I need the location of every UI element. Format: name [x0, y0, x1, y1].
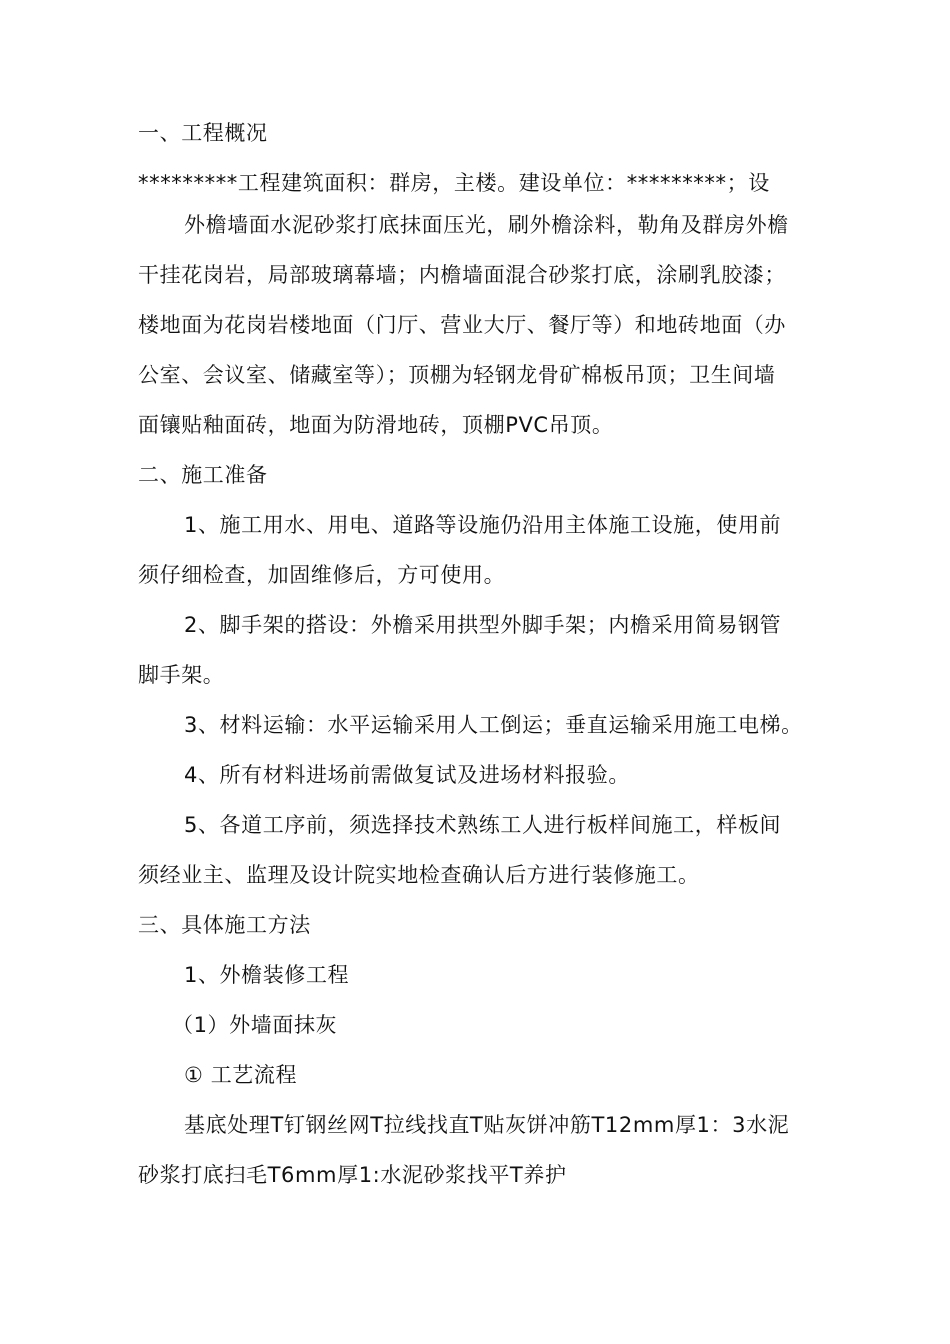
- prep-item-3: 3、材料运输：水平运输采用人工倒运；垂直运输采用施工电梯。: [184, 713, 803, 737]
- prep-item-1-cont: 须仔细检查，加固维修后，方可使用。: [138, 563, 506, 587]
- section-heading-overview: 一、工程概况: [138, 121, 268, 145]
- overview-line: 面镶贴釉面砖，地面为防滑地砖，顶棚PVC吊顶。: [138, 413, 614, 437]
- process-flow: 基底处理T钉钢丝网T拉线找直T贴灰饼冲筋T12mm厚1：3水泥: [184, 1113, 790, 1137]
- overview-line: 公室、会议室、储藏室等）；顶棚为轻钢龙骨矿棉板吊顶；卫生间墙: [138, 363, 776, 387]
- prep-item-2: 2、脚手架的搭设：外檐采用拱型外脚手架；内檐采用简易钢管: [184, 613, 782, 637]
- section-heading-methods: 三、具体施工方法: [138, 913, 311, 937]
- method-sub-heading: 1、外檐装修工程: [184, 963, 350, 987]
- prep-item-2-cont: 脚手架。: [138, 663, 225, 687]
- section-heading-preparation: 二、施工准备: [138, 463, 268, 487]
- prep-item-5-cont: 须经业主、监理及设计院实地检查确认后方进行装修施工。: [138, 863, 700, 887]
- method-sub-sub-heading: （1）外墙面抹灰: [172, 1013, 338, 1037]
- prep-item-1: 1、施工用水、用电、道路等设施仍沿用主体施工设施，使用前: [184, 513, 782, 537]
- overview-line: 外檐墙面水泥砂浆打底抹面压光，刷外檐涂料，勒角及群房外檐: [184, 213, 789, 237]
- overview-summary: *********工程建筑面积：群房，主楼。建设单位：*********；设: [138, 171, 770, 195]
- method-process-heading: ① 工艺流程: [184, 1063, 298, 1087]
- prep-item-4: 4、所有材料进场前需做复试及进场材料报验。: [184, 763, 630, 787]
- overview-line: 干挂花岗岩，局部玻璃幕墙；内檐墙面混合砂浆打底，涂刷乳胶漆；: [138, 263, 786, 287]
- overview-line: 楼地面为花岗岩楼地面（门厅、营业大厅、餐厅等）和地砖地面（办: [138, 313, 786, 337]
- prep-item-5: 5、各道工序前，须选择技术熟练工人进行板样间施工，样板间: [184, 813, 782, 837]
- process-flow-cont: 砂浆打底扫毛T6mm厚1:水泥砂浆找平T养护: [138, 1163, 567, 1187]
